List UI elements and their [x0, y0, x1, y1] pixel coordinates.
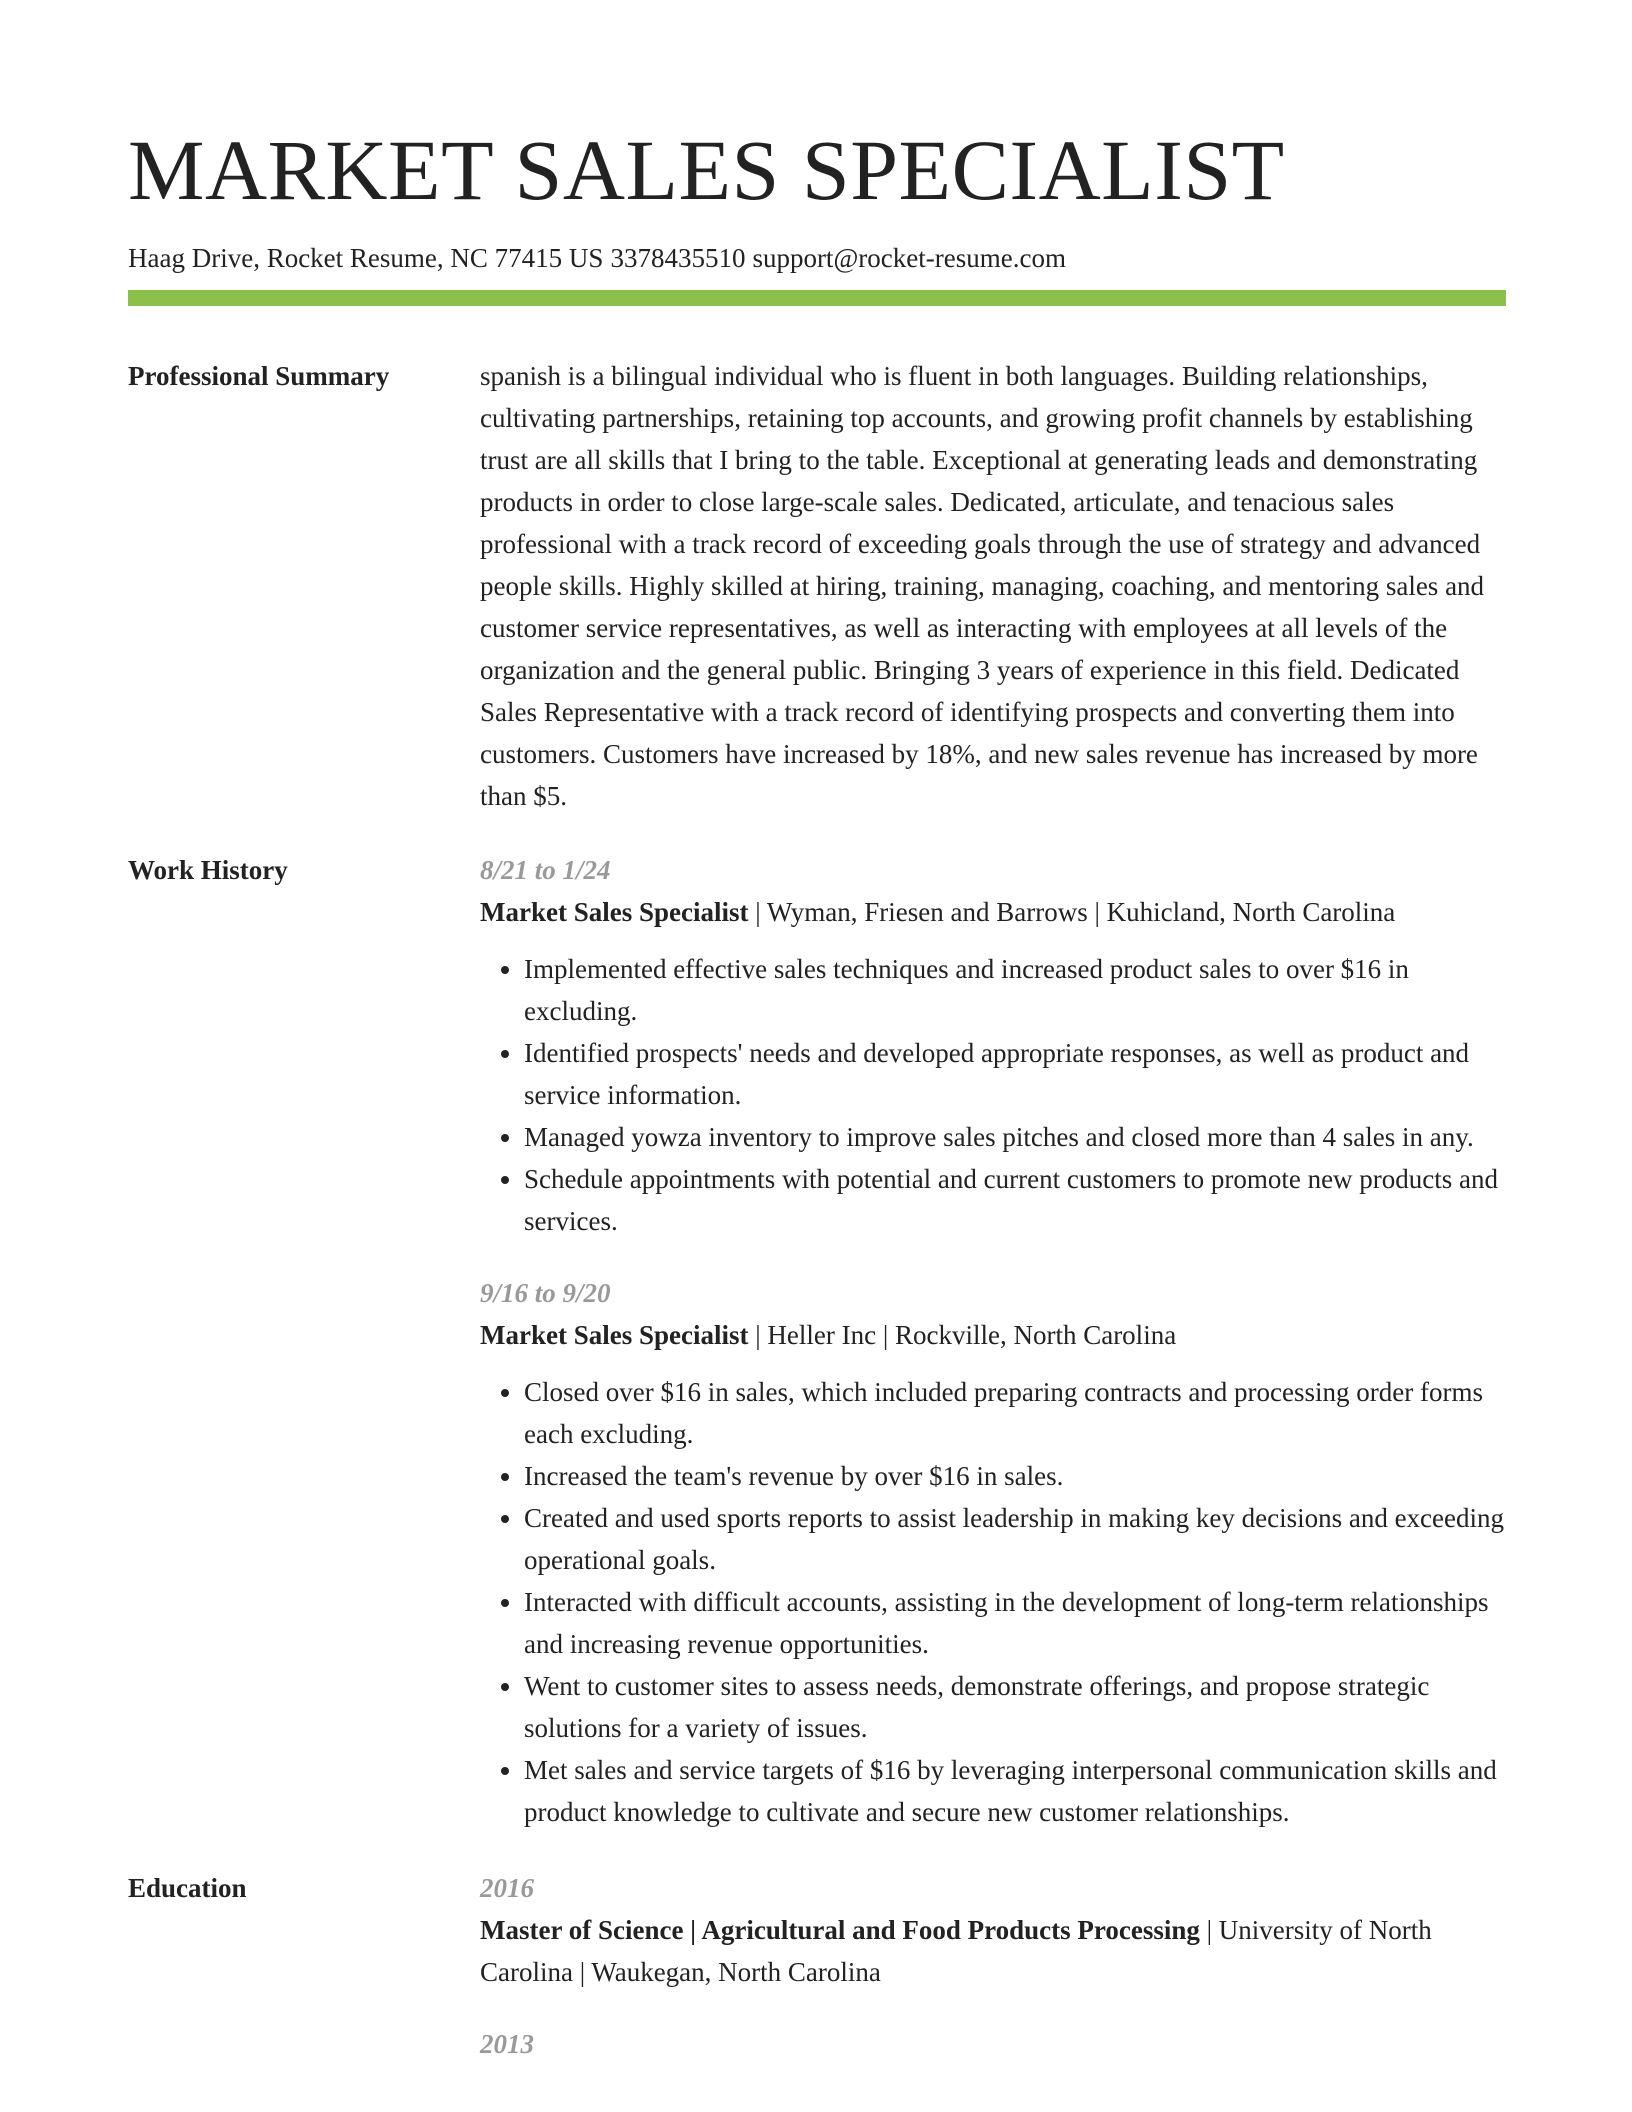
- education-body: [480, 1867, 1506, 2065]
- job-bullet: • Met sales and service targets of $16 by leveraging interpersonal communication skills and product knowledge to cultivate and secure new customer relationships.: [524, 1749, 1506, 1833]
- job-bullet: • Implemented effective sales techniques and increased product sales to over $16 in excluding.: [524, 948, 1506, 1032]
- summary-text: spanish is a bilingual individual who is fluent in both languages. Building relationships, cultivating partnerships, retaining top accounts, and growing profit channels by establishing trust are all skills that I bring to the table. Exceptional at generating leads and demonstrating products in order to close large-scale sales. Dedicated, articulate, and tenacious sales professional with a track record of exceeding goals through the use of strategy and advanced people skills. Highly skilled at hiring, training, managing, coaching, and mentoring sales and customer service representatives, as well as interacting with employees at all levels of the organization and the general public. Bringing 3 years of experience in this field. Dedicated Sales Representative with a track record of identifying prospects and converting them into customers. Customers have increased by 18%, and new sales revenue has increased by more than $5.: [480, 361, 1485, 811]
- job-bullet-list: [480, 948, 1506, 1242]
- education-degree-line: [480, 1909, 1506, 1993]
- contact-line: [128, 240, 1506, 276]
- education-year: 2013: [480, 2029, 534, 2059]
- job-entry: [480, 849, 1506, 1242]
- education-school-location: | University of North Carolina | Waukegan, North Carolina: [480, 1915, 1432, 1987]
- summary-section: [128, 355, 1506, 817]
- education-section: [128, 1867, 1506, 2065]
- job-entry: [480, 1272, 1506, 1833]
- job-bullet: • Increased the team's revenue by over $16 in sales.: [524, 1455, 1506, 1497]
- job-bullet-list: [480, 1371, 1506, 1833]
- resume-page: [128, 0, 1506, 2065]
- contact-phone: 3378435510: [610, 243, 746, 273]
- education-entry: [480, 1867, 1506, 1993]
- education-degree: Master of Science | Agricultural and Food Products Processing: [480, 1915, 1200, 1945]
- job-company-location: | Wyman, Friesen and Barrows | Kuhicland, North Carolina: [748, 897, 1396, 927]
- job-bullet: • Went to customer sites to assess needs, demonstrate offerings, and propose strategic solutions for a variety of issues.: [524, 1665, 1506, 1749]
- education-entry: [480, 2023, 1506, 2065]
- contact-address: Haag Drive, Rocket Resume, NC 77415 US: [128, 243, 604, 273]
- summary-body: [480, 355, 1506, 817]
- contact-email: support@rocket-resume.com: [752, 243, 1066, 273]
- job-bullet: • Managed yowza inventory to improve sales pitches and closed more than 4 sales in any.: [524, 1116, 1506, 1158]
- job-bullet: • Schedule appointments with potential and current customers to promote new products and services.: [524, 1158, 1506, 1242]
- job-dates: 9/16 to 9/20: [480, 1278, 611, 1308]
- work-history-section: [128, 849, 1506, 1833]
- job-dates: 8/21 to 1/24: [480, 855, 611, 885]
- job-bullet: • Interacted with difficult accounts, assisting in the development of long-term relationships and increasing revenue opportunities.: [524, 1581, 1506, 1665]
- job-title-line: [480, 1314, 1506, 1356]
- job-company-location: | Heller Inc | Rockville, North Carolina: [748, 1320, 1177, 1350]
- section-label-education: Education: [128, 1873, 247, 1903]
- job-bullet: • Closed over $16 in sales, which included preparing contracts and processing order forms each excluding.: [524, 1371, 1506, 1455]
- job-bullet: • Created and used sports reports to assist leadership in making key decisions and exceeding operational goals.: [524, 1497, 1506, 1581]
- job-bullet: • Identified prospects' needs and developed appropriate responses, as well as product and service information.: [524, 1032, 1506, 1116]
- job-title: Market Sales Specialist: [480, 1320, 749, 1350]
- section-label-work-history: Work History: [128, 855, 288, 885]
- section-label-summary: Professional Summary: [128, 361, 390, 391]
- resume-name-heading: MARKET SALES SPECIALIST: [128, 122, 1285, 218]
- education-year: 2016: [480, 1873, 534, 1903]
- work-history-body: [480, 849, 1506, 1833]
- job-title: Market Sales Specialist: [480, 897, 749, 927]
- job-title-line: [480, 891, 1506, 933]
- accent-divider: [128, 290, 1506, 306]
